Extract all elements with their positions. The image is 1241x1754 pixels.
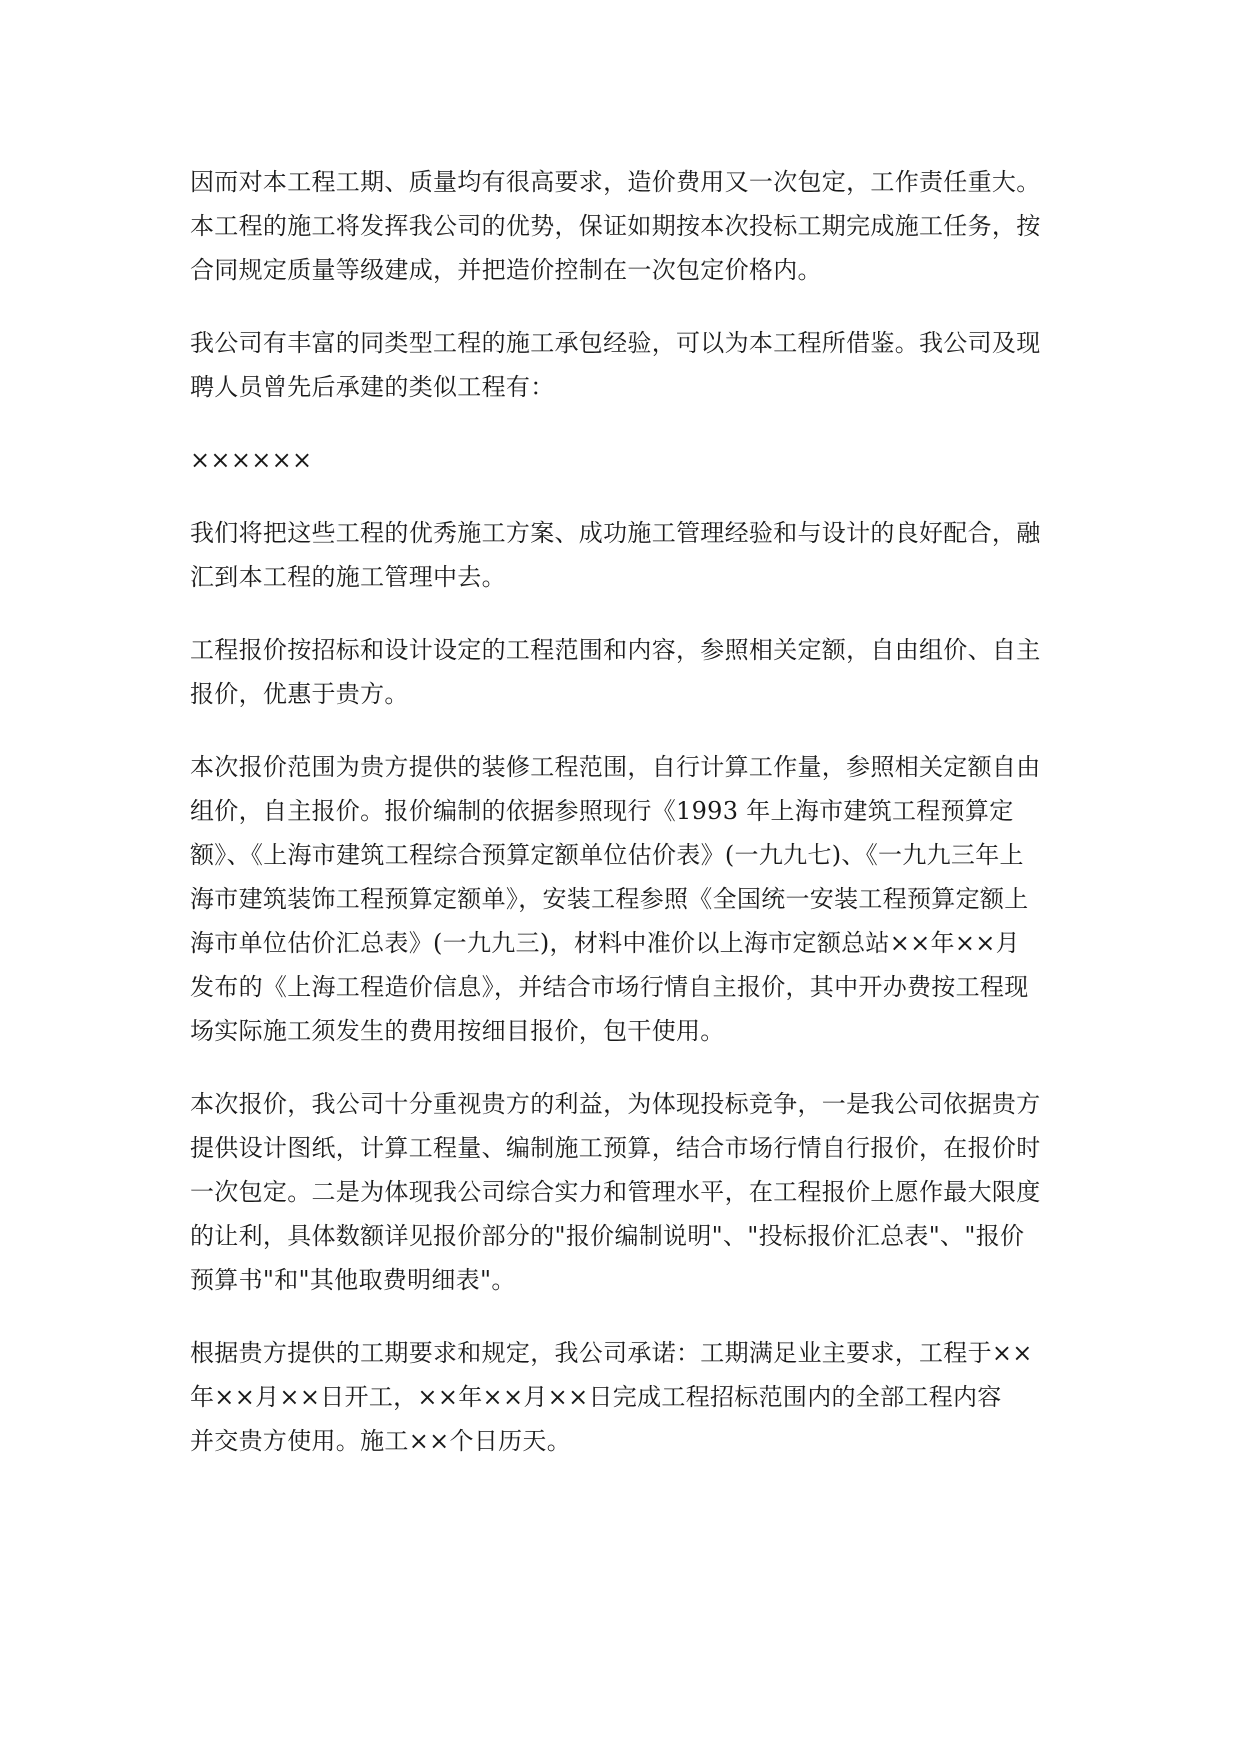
- text-line: 本次报价范围为贵方提供的装修工程范围，自行计算工作量，参照相关定额自由: [190, 753, 1041, 781]
- paragraph-2: [190, 321, 1058, 409]
- text-line: 工程报价按招标和设计设定的工程范围和内容，参照相关定额，自由组价、自主: [190, 636, 1041, 664]
- text-line: 根据贵方提供的工期要求和规定，我公司承诺：工期满足业主要求，工程于××: [190, 1339, 1033, 1367]
- text-line: 提供设计图纸，计算工程量、编制施工预算，结合市场行情自行报价，在报价时: [190, 1134, 1041, 1162]
- text-line: 组价，自主报价。报价编制的依据参照现行《1993 年上海市建筑工程预算定: [190, 797, 1014, 825]
- text-line: 预算书"和"其他取费明细表"。: [190, 1266, 516, 1294]
- text-line: 海市建筑装饰工程预算定额单》，安装工程参照《全国统一安装工程预算定额上: [190, 885, 1029, 913]
- text-line: 合同规定质量等级建成，并把造价控制在一次包定价格内。: [190, 256, 822, 284]
- text-line: 海市单位估价汇总表》(一九九三)，材料中准价以上海市定额总站××年××月: [190, 929, 1020, 957]
- paragraph-5: [190, 628, 1058, 716]
- paragraph-7: [190, 1082, 1058, 1302]
- text-line: 发布的《上海工程造价信息》，并结合市场行情自主报价，其中开办费按工程现: [190, 973, 1029, 1001]
- text-line: 报价，优惠于贵方。: [190, 680, 409, 708]
- text-line: 年××月××日开工，××年××月××日完成工程招标范围内的全部工程内容: [190, 1383, 1002, 1411]
- text-line: 一次包定。二是为体现我公司综合实力和管理水平，在工程报价上愿作最大限度: [190, 1178, 1041, 1206]
- text-line: 我公司有丰富的同类型工程的施工承包经验，可以为本工程所借鉴。我公司及现: [190, 329, 1041, 357]
- paragraph-3: [190, 438, 1058, 482]
- paragraph-4: [190, 511, 1058, 599]
- text-line: 聘人员曾先后承建的类似工程有：: [190, 373, 555, 401]
- paragraph-8: [190, 1331, 1058, 1463]
- text-line: 并交贵方使用。施工××个日历天。: [190, 1427, 572, 1455]
- document-page: [190, 160, 1058, 1492]
- text-line: 因而对本工程工期、质量均有很高要求，造价费用又一次包定，工作责任重大。: [190, 168, 1041, 196]
- text-line: 场实际施工须发生的费用按细目报价，包干使用。: [190, 1017, 725, 1045]
- paragraph-6: [190, 745, 1058, 1053]
- text-line: 本次报价，我公司十分重视贵方的利益，为体现投标竞争，一是我公司依据贵方: [190, 1090, 1041, 1118]
- text-line: 的让利，具体数额详见报价部分的"报价编制说明"、"投标报价汇总表"、"报价: [190, 1222, 1025, 1250]
- text-line: 汇到本工程的施工管理中去。: [190, 563, 506, 591]
- paragraph-1: [190, 160, 1058, 292]
- text-line: 本工程的施工将发挥我公司的优势，保证如期按本次投标工期完成施工任务，按: [190, 212, 1041, 240]
- text-line: 我们将把这些工程的优秀施工方案、成功施工管理经验和与设计的良好配合，融: [190, 519, 1041, 547]
- text-line: 额》、《上海市建筑工程综合预算定额单位估价表》(一九九七)、《一九九三年上: [190, 841, 1024, 869]
- text-line: ××××××: [190, 446, 313, 474]
